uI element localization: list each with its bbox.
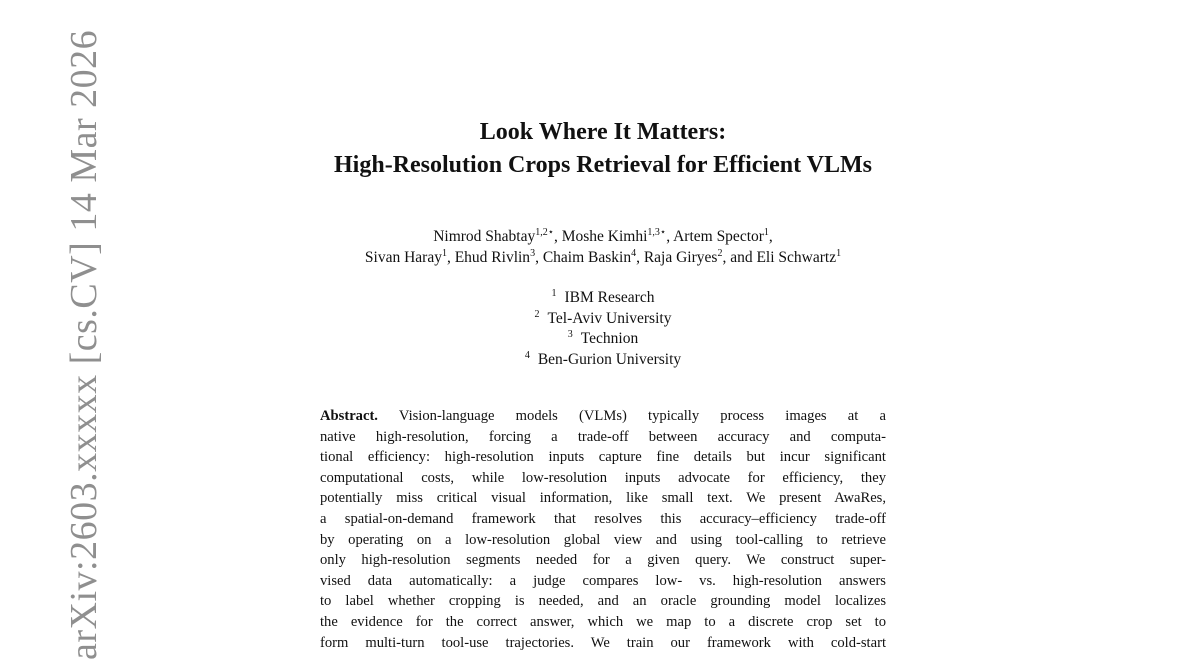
arxiv-identifier-stamp: arXiv:2603.xxxxx [cs.CV] 14 Mar 2026 [63, 29, 105, 660]
author-separator: , [636, 249, 644, 266]
author-name: Nimrod Shabtay [433, 228, 536, 245]
author-affiliation-marker: 4 [631, 247, 637, 259]
abstract-line [320, 550, 886, 571]
author-separator: , [722, 249, 731, 266]
author-separator: , [446, 249, 455, 266]
author-separator: , [666, 228, 674, 245]
author-name: Ehud Rivlin [454, 249, 531, 266]
author-affiliation-marker: 2 [717, 247, 723, 259]
affiliation-list [300, 288, 906, 371]
author-affiliation-marker: 1 [836, 247, 842, 259]
author-separator: , [535, 249, 543, 266]
author-name: Moshe Kimhi [561, 228, 648, 245]
affiliation-item [300, 309, 906, 330]
affiliation-marker: 4 [524, 349, 530, 361]
abstract-line [320, 447, 886, 468]
author-separator: , [768, 228, 773, 245]
abstract-text: vised data automatically: a judge compares low- vs. high-resolution answers [320, 572, 886, 589]
affiliation-name: Ben-Gurion University [537, 351, 682, 369]
abstract-line [320, 530, 886, 551]
author-name: Sivan Haray [364, 249, 442, 266]
author-name: Raja Giryes [643, 249, 718, 266]
abstract-line [320, 591, 886, 612]
author-affiliation-marker: 1,2⋆ [535, 226, 554, 238]
abstract-text: native high-resolution, forcing a trade-off between accuracy and computa- [320, 428, 886, 445]
author-line-1 [200, 226, 1006, 247]
abstract-text: form multi-turn tool-use trajectories. We train our framework with cold-start [320, 634, 886, 651]
abstract-text: tional efficiency: high-resolution inputs capture fine details but incur significant [320, 449, 886, 466]
affiliation-marker: 3 [567, 329, 573, 341]
author-affiliation-marker: 1 [441, 247, 447, 259]
abstract-line [320, 468, 886, 489]
abstract-text: computational costs, while low-resolution inputs advocate for efficiency, they [320, 469, 886, 486]
author-list [200, 226, 1006, 268]
paper-title-line-1: Look Where It Matters: [479, 119, 727, 145]
affiliation-item [300, 329, 906, 350]
abstract-text: the evidence for the correct answer, which we map to a discrete crop set to [320, 613, 886, 630]
abstract-text: by operating on a low-resolution global view and using tool-calling to retrieve [320, 531, 886, 548]
abstract-label: Abstract. [320, 408, 378, 424]
abstract-text: potentially miss critical visual information, like small text. We present AwaRes, [320, 490, 886, 507]
author-name: Artem Spector [673, 228, 764, 245]
abstract-line [320, 406, 886, 427]
author-affiliation-marker: 3 [530, 247, 536, 259]
paper-title-line-2: High-Resolution Crops Retrieval for Efficient VLMs [334, 152, 872, 178]
affiliation-name: Technion [580, 330, 639, 348]
author-affiliation-marker: 1 [763, 226, 769, 238]
affiliation-name: Tel-Aviv University [547, 309, 672, 327]
abstract-line [320, 427, 886, 448]
abstract-line [320, 633, 886, 654]
author-name: Chaim Baskin [542, 249, 632, 266]
abstract-line [320, 612, 886, 633]
abstract-line [320, 488, 886, 509]
affiliation-item [300, 350, 906, 371]
abstract-text: to label whether cropping is needed, and an oracle grounding model localizes [320, 593, 886, 610]
abstract-line [320, 571, 886, 592]
author-line-2 [200, 247, 1006, 268]
abstract [320, 406, 886, 653]
affiliation-name: IBM Research [564, 289, 655, 306]
author-affiliation-marker: 1,3⋆ [647, 226, 667, 238]
affiliation-item [300, 288, 906, 309]
author-name: and Eli Schwartz [730, 249, 837, 266]
abstract-text: Vision-language models (VLMs) typically process images at a [398, 408, 887, 424]
abstract-text: a spatial-on-demand framework that resolves this accuracy–efficiency trade-off [320, 510, 886, 527]
affiliation-marker: 2 [534, 308, 540, 320]
paper-title [200, 116, 1006, 182]
abstract-text: only high-resolution segments needed for a given query. We construct super- [320, 552, 886, 569]
abstract-line [320, 509, 886, 530]
author-separator: , [553, 228, 562, 245]
affiliation-marker: 1 [551, 287, 557, 299]
